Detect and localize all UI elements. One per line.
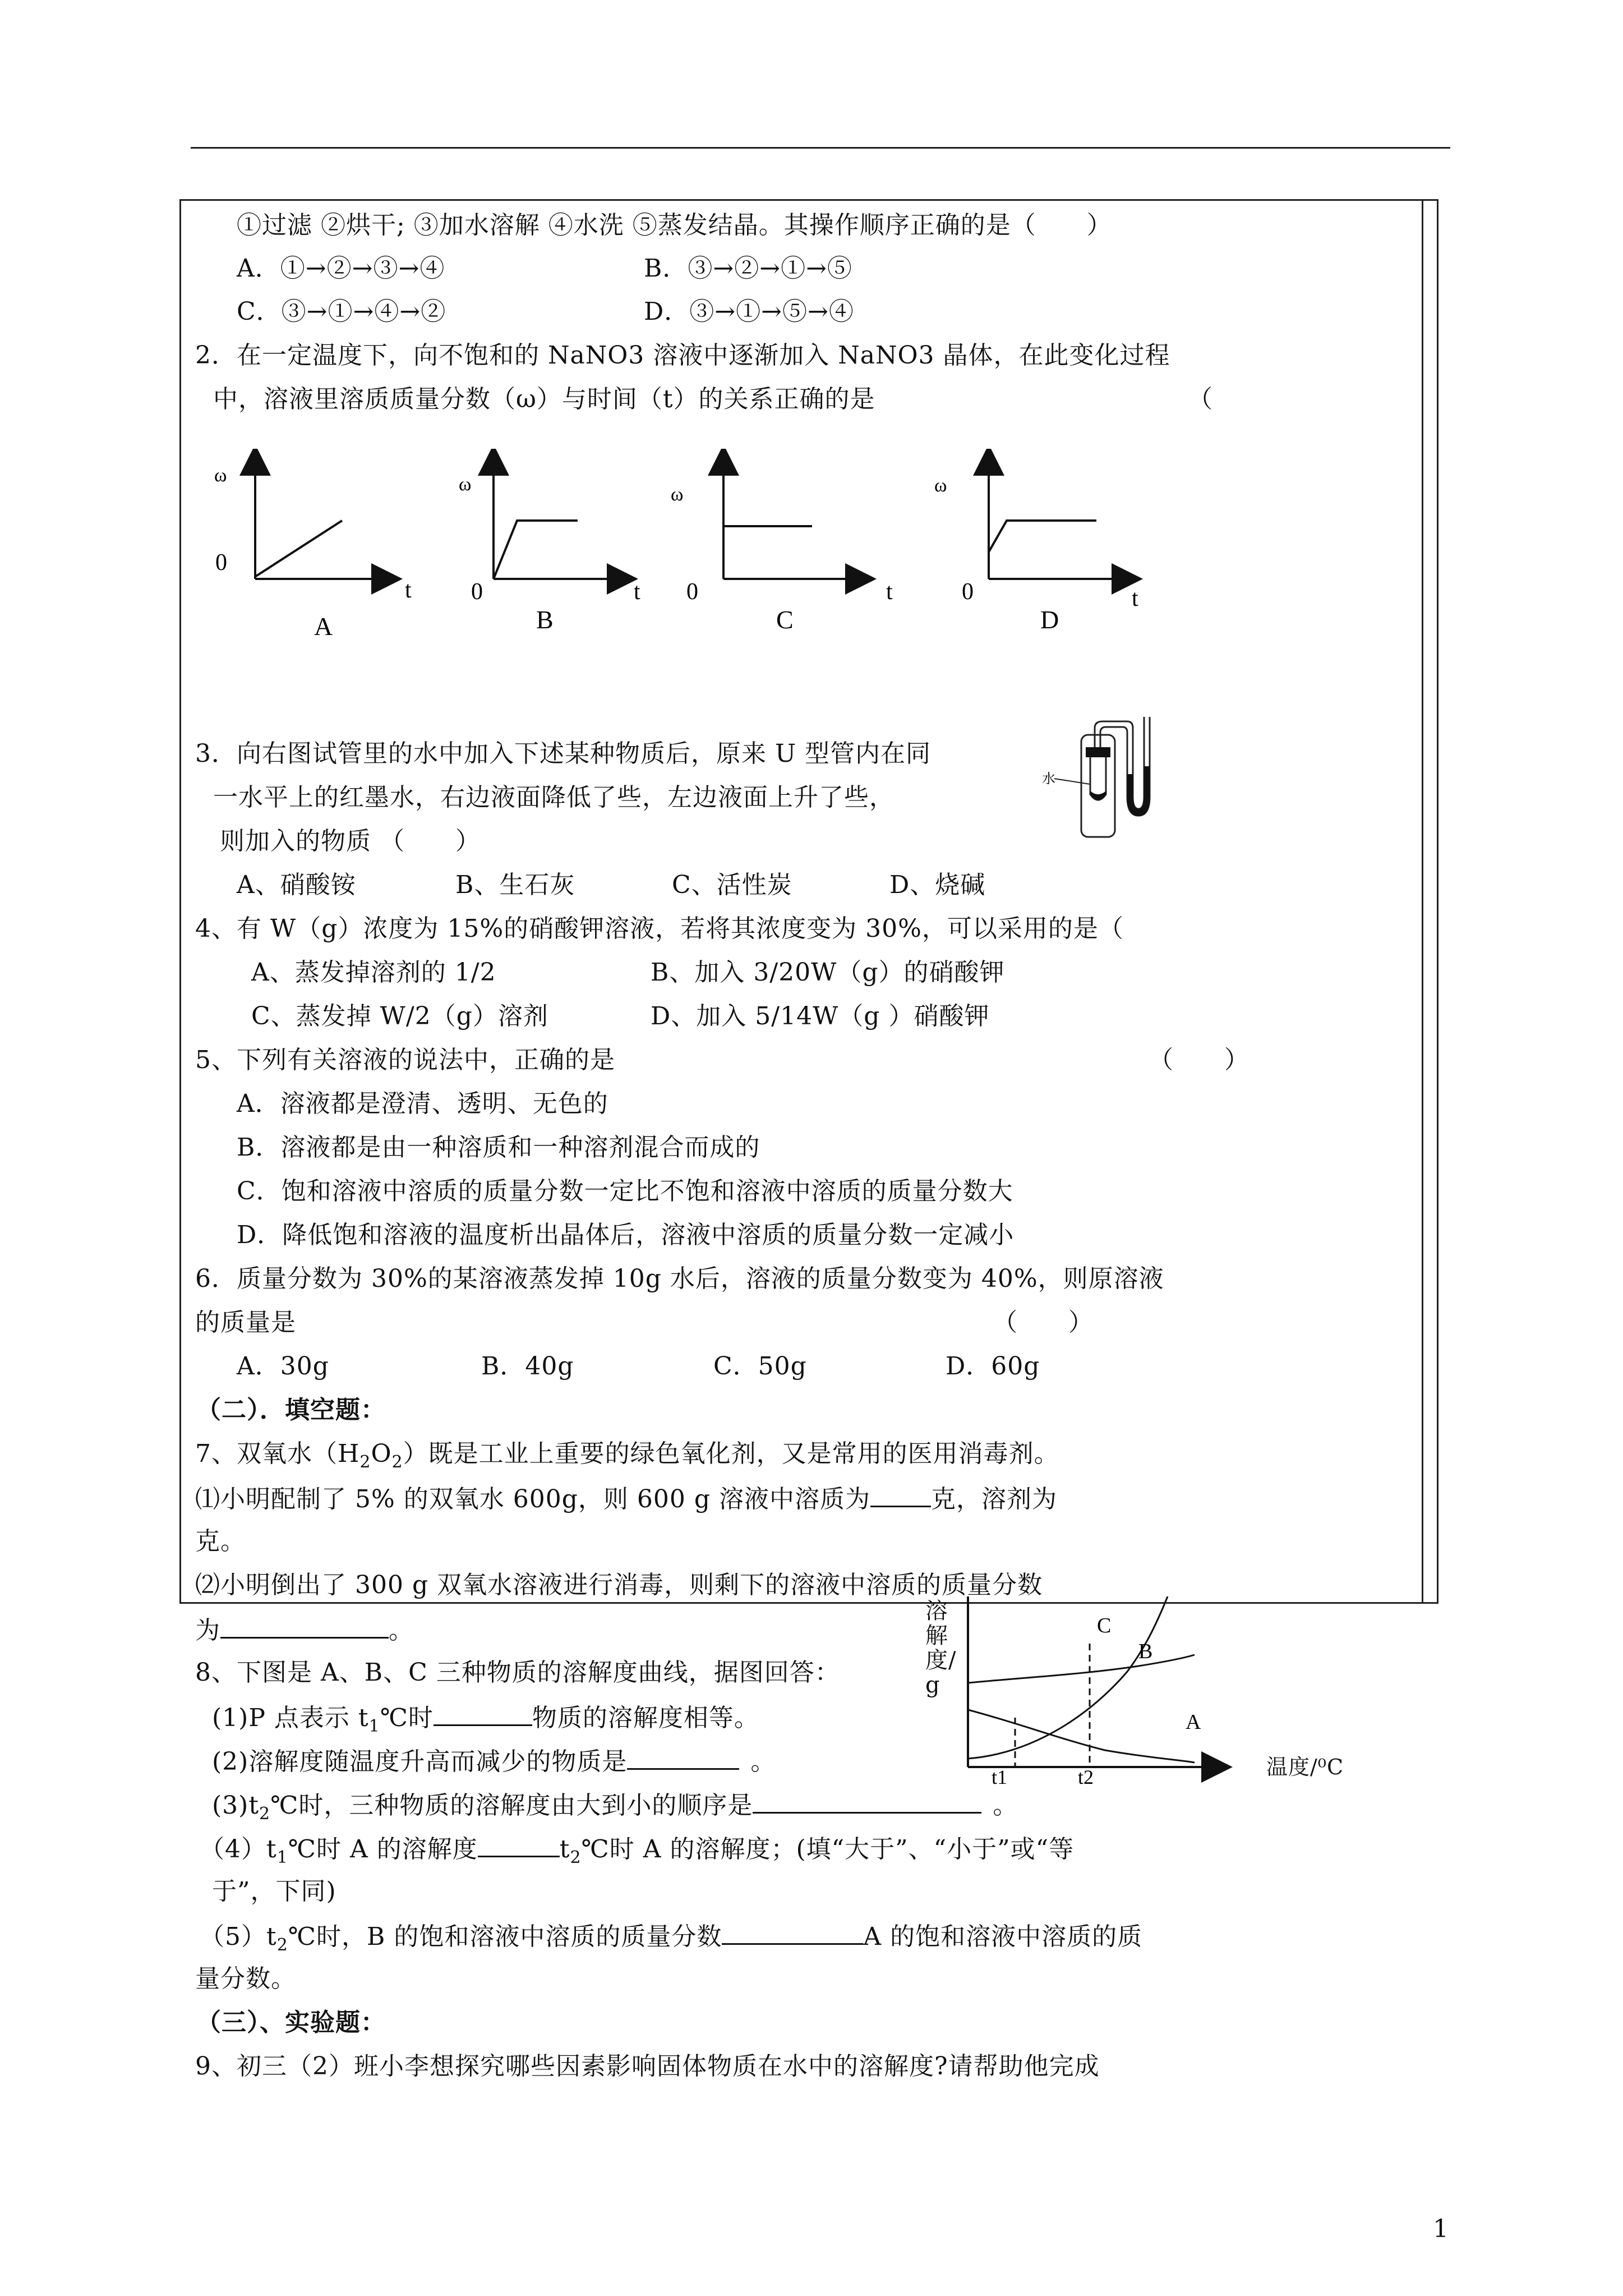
curve-b-label: B — [1138, 1640, 1153, 1663]
graph-a-x-label: t — [405, 577, 412, 603]
answer-blank[interactable] — [870, 1481, 931, 1507]
graph-a-caption: A — [314, 612, 333, 641]
graph-a-origin: 0 — [215, 550, 227, 576]
q7-subscript-2: 2 — [391, 1452, 403, 1472]
q6-stem-line1: 6．质量分数为 30%的某溶液蒸发掉 10g 水后，溶液的质量分数变为 40%，则原溶液 — [195, 1264, 1164, 1293]
curve-a — [968, 1710, 1195, 1763]
q8-part5-subscript: 2 — [276, 1935, 288, 1955]
q8-part2-tail: 。 — [750, 1747, 776, 1776]
q5-option-b: B．溶液都是由一种溶质和一种溶剂混合而成的 — [237, 1133, 760, 1162]
u-tube-apparatus — [1032, 712, 1189, 841]
q3-option-c: C、活性炭 — [672, 871, 792, 899]
graph-c-origin: 0 — [686, 579, 698, 605]
graph-a — [214, 460, 412, 641]
graph-b-y-label: ω — [459, 474, 472, 495]
q2-bracket: （ — [1188, 385, 1213, 413]
answer-blank[interactable] — [753, 1787, 981, 1814]
q8-stem: 8、下图是 A、B、C 三种物质的溶解度曲线，据图回答： — [195, 1658, 840, 1687]
answer-blank[interactable] — [627, 1743, 739, 1770]
q8-part1-text2: ℃时 — [380, 1704, 434, 1732]
q7-part2-suffix: 。 — [389, 1616, 414, 1645]
q7-part1-text: ⑴小明配制了 5% 的双氧水 600g，则 600 g 溶液中溶质为 — [195, 1485, 871, 1513]
q8-part4-subscript-2: 2 — [570, 1848, 582, 1867]
curve-c — [968, 1596, 1168, 1759]
q2-stem-line1: 2．在一定温度下，向不饱和的 NaNO3 溶液中逐渐加入 NaNO3 晶体，在此变化过程 — [195, 341, 1170, 370]
graph-b-x-label: t — [634, 579, 640, 605]
q8-part4-text: （4）t — [200, 1835, 277, 1864]
q5-option-c: C．饱和溶液中溶质的质量分数一定比不饱和溶液中溶质的质量分数大 — [237, 1177, 1013, 1205]
page-number: 1 — [1433, 2215, 1449, 2243]
q4-option-b: B、加入 3/20W（g）的硝酸钾 — [651, 958, 1005, 987]
q7-part2-prefix: 为 — [195, 1616, 220, 1645]
q7-stem — [195, 1437, 1059, 1479]
q7-part1-unit: 克。 — [195, 1527, 246, 1556]
curve-c-label: C — [1097, 1614, 1112, 1637]
q7-subscript-1: 2 — [359, 1452, 371, 1472]
section-fill-blank-heading: （二）．填空题： — [196, 1396, 386, 1424]
q7-stem-part2: O — [371, 1439, 392, 1468]
q8-part3-tail: 。 — [993, 1791, 1018, 1820]
q8-part4-text3: t — [559, 1835, 570, 1864]
graph-b-caption: B — [536, 605, 554, 634]
q5-stem: 5、下列有关溶液的说法中，正确的是 — [195, 1046, 615, 1074]
q8-part4-subscript: 1 — [276, 1848, 288, 1867]
q8-part1-tail: 物质的溶解度相等。 — [532, 1704, 759, 1732]
q3-stem-line3: 则加入的物质 （ ） — [220, 827, 481, 855]
q2-graphs — [208, 449, 1172, 651]
t1-label: t1 — [992, 1766, 1008, 1788]
q5-bracket: （ ） — [1149, 1046, 1249, 1074]
q1-option-c: C．③→①→④→② — [237, 297, 446, 326]
curve-a-label: A — [1186, 1710, 1201, 1734]
answer-blank[interactable] — [434, 1700, 532, 1726]
q3-option-a: A、硝酸铵 — [237, 871, 356, 899]
graph-c-y-label: ω — [671, 484, 684, 505]
graph-c-caption: C — [776, 605, 794, 634]
q1-option-b: B．③→②→①→⑤ — [644, 254, 852, 283]
q7-part2: ⑵小明倒出了 300 g 双氧水溶液进行消毒，则剩下的溶液中溶质的质量分数 — [195, 1571, 1043, 1599]
curve-b — [968, 1655, 1195, 1683]
q8-part5 — [200, 1918, 1142, 1962]
answer-blank[interactable] — [478, 1831, 560, 1857]
q6-bracket: （ ） — [993, 1308, 1094, 1337]
q7-part1-tail: 克，溶剂为 — [931, 1485, 1058, 1513]
table-column-divider — [1422, 201, 1423, 1602]
q8-part1-subscript: 1 — [368, 1717, 380, 1736]
graph-d-y-label: ω — [934, 475, 947, 496]
graph-c — [671, 460, 893, 634]
q3-option-d: D、烧碱 — [889, 871, 986, 899]
q6-option-a: A．30g — [237, 1352, 329, 1381]
q3-stem-line1: 3．向右图试管里的水中加入下述某种物质后，原来 U 型管内在同 — [195, 739, 932, 768]
q6-option-c: C．50g — [713, 1352, 807, 1381]
t2-label: t2 — [1078, 1766, 1094, 1788]
q3-option-b: B、生石灰 — [455, 871, 575, 899]
q4-stem: 4、有 W（g）浓度为 15%的硝酸钾溶液，若将其浓度变为 30%，可以采用的是（ — [195, 914, 1124, 943]
q6-option-d: D．60g — [946, 1352, 1040, 1381]
q8-part1-text: (1)P 点表示 t — [212, 1704, 369, 1732]
q4-option-c: C、蒸发掉 W/2（g）溶剂 — [251, 1002, 548, 1030]
q2-stem-line2: 中，溶液里溶质质量分数（ω）与时间（t）的关系正确的是 — [213, 385, 875, 413]
q6-option-b: B．40g — [481, 1352, 574, 1381]
answer-blank[interactable] — [722, 1918, 863, 1945]
q5-option-d: D．降低饱和溶液的温度析出晶体后，溶液中溶质的质量分数一定减小 — [237, 1221, 1015, 1249]
q8-part2 — [212, 1743, 776, 1779]
q8-part4-cont: 于”，下同) — [212, 1877, 336, 1906]
section-experiment-heading: （三）、实验题： — [196, 2008, 386, 2037]
q8-part4-tail: ℃时 A 的溶解度；(填“大于”、“小于”或“等 — [581, 1835, 1075, 1864]
graph-d-origin: 0 — [962, 579, 974, 605]
q8-part5-text: （5）t — [200, 1922, 277, 1951]
water-label: 水 — [1042, 772, 1055, 786]
graph-d — [934, 460, 1138, 634]
q6-stem-line2: 的质量是 — [195, 1308, 296, 1337]
graph-b-origin: 0 — [471, 579, 483, 605]
q7-stem-part3: ）既是工业上重要的绿色氧化剂，又是常用的医用消毒剂。 — [403, 1439, 1059, 1468]
graph-d-caption: D — [1040, 605, 1059, 634]
q5-option-a: A．溶液都是澄清、透明、无色的 — [237, 1089, 608, 1118]
q3-stem-line2: 一水平上的红墨水，右边液面降低了些，左边液面上升了些， — [213, 783, 895, 812]
q1-stem: ①过滤 ②烘干; ③加水溶解 ④水洗 ⑤蒸发结晶。其操作顺序正确的是（ ） — [237, 211, 1112, 240]
q8-part5-text2: ℃时，B 的饱和溶液中溶质的质量分数 — [288, 1922, 722, 1951]
q7-part1 — [195, 1481, 1057, 1516]
q1-option-a: A．①→②→③→④ — [237, 254, 445, 283]
q7-stem-part1: 7、双氧水（H — [195, 1439, 360, 1468]
q8-part3-text: (3)t — [212, 1791, 260, 1820]
q8-part1 — [212, 1700, 759, 1743]
q8-part5-cont: 量分数。 — [195, 1964, 296, 1993]
q8-part4-text2: ℃时 A 的溶解度 — [288, 1835, 478, 1864]
q8-part3 — [212, 1787, 1018, 1831]
q7-part2-answer — [195, 1612, 414, 1648]
q8-part4 — [200, 1831, 1074, 1875]
q1-option-d: D．③→①→⑤→④ — [644, 297, 854, 326]
q8-part2-text: (2)溶解度随温度升高而减少的物质是 — [212, 1747, 628, 1776]
graph-d-x-label: t — [1132, 586, 1138, 611]
q9-stem: 9、初三（2）班小李想探究哪些因素影响固体物质在水中的溶解度?请帮助他完成 — [195, 2052, 1100, 2081]
graph-c-x-label: t — [886, 579, 893, 605]
solubility-y-label: 溶解度/g — [925, 1598, 957, 1698]
q8-part3-text2: ℃时，三种物质的溶解度由大到小的顺序是 — [270, 1791, 753, 1820]
header-rule — [191, 147, 1450, 149]
solubility-x-label: 温度/⁰C — [1266, 1755, 1344, 1779]
answer-blank[interactable] — [220, 1612, 389, 1639]
q4-option-d: D、加入 5/14W（g ）硝酸钾 — [651, 1002, 990, 1030]
graph-b — [459, 460, 640, 634]
graph-a-y-label: ω — [214, 465, 227, 486]
q8-part5-tail: A 的饱和溶液中溶质的质 — [863, 1922, 1143, 1951]
q8-part3-subscript: 2 — [259, 1804, 271, 1824]
q4-option-a: A、蒸发掉溶剂的 1/2 — [251, 958, 496, 987]
